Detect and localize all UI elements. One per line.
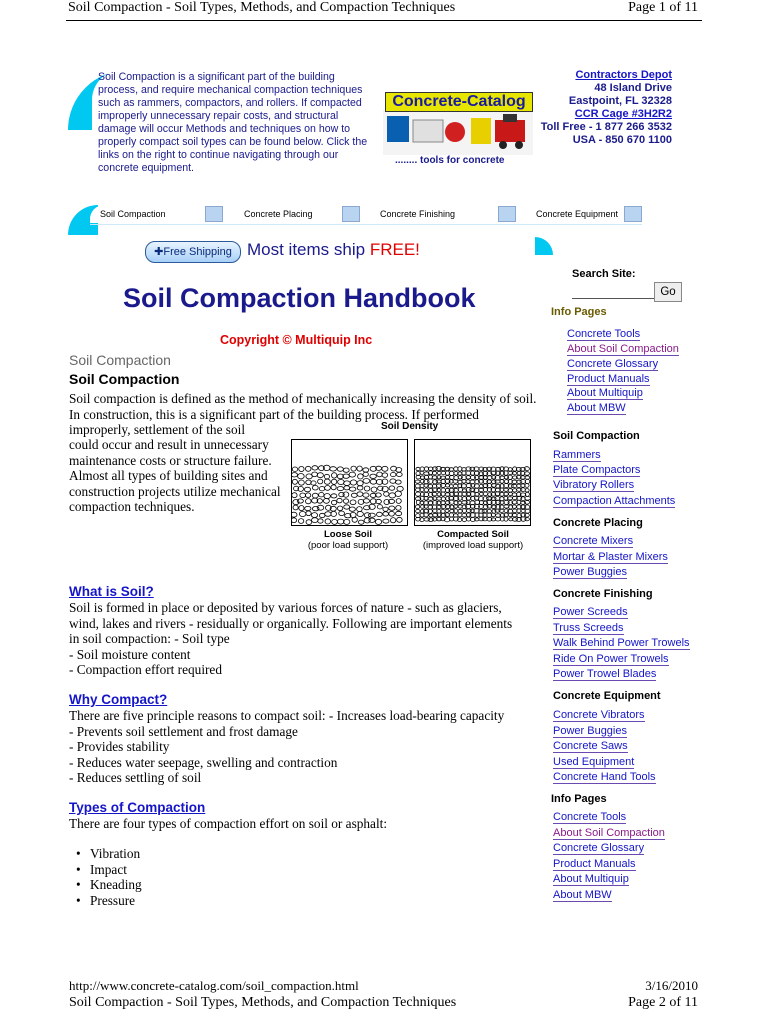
free-shipping-button[interactable]	[145, 241, 241, 263]
types-list	[90, 846, 142, 908]
loose-soil-sublabel: (poor load support)	[307, 540, 389, 551]
loose-soil-figure	[291, 439, 408, 526]
list-item: • Impact	[90, 862, 142, 878]
text-line: - Provides stability	[69, 739, 170, 754]
what-is-soil-heading[interactable]: What is Soil?	[69, 584, 154, 599]
text-line: - Compaction effort required	[69, 662, 222, 677]
print-footer-url: http://www.concrete-catalog.com/soil_compaction.html	[69, 978, 359, 993]
sidebar-item-product-manuals[interactable]: Product Manuals	[567, 373, 650, 385]
print-header-page: Page 1 of 11	[628, 0, 698, 15]
menu-arrow-icon[interactable]	[624, 206, 642, 222]
free-shipping-free: FREE!	[369, 240, 420, 259]
types-intro: There are four types of compaction effort on soil or asphalt:	[69, 816, 388, 831]
contact-tollfree: Toll Free - 1 877 266 3532	[540, 121, 672, 133]
text-line: - Reduces settling of soil	[69, 770, 202, 785]
sidebar-item-about-mbw[interactable]: About MBW	[567, 402, 626, 414]
menu-concrete-placing[interactable]: Concrete Placing	[244, 209, 313, 219]
sidebar-item-concrete-mixers[interactable]: Concrete Mixers	[553, 535, 634, 547]
contact-street: 48 Island Drive	[594, 82, 672, 94]
copyright: Copyright © Multiquip Inc	[220, 333, 373, 347]
intro-paragraph-continued: could occur and result in unnecessary maintenance costs or structure failure. Almost all types of building sites and construction projects utilize mechanical compaction techniques.	[69, 437, 281, 514]
menu-soil-compaction[interactable]: Soil Compaction	[100, 209, 166, 219]
list-item: • Kneading	[90, 877, 142, 893]
search-label: Search Site:	[572, 268, 636, 280]
menu-arrow-icon[interactable]	[205, 206, 223, 222]
section-heading: Soil Compaction	[69, 371, 180, 387]
sidebar-item-concrete-tools[interactable]: Concrete Tools	[553, 811, 627, 823]
sidebar-heading-concrete-finishing: Concrete Finishing	[553, 588, 653, 600]
intro-paragraph: Soil compaction is defined as the method of mechanically increasing the density of soil. In construction, this is a significant part of the building process. If performed improperly, settlement of the soil	[69, 391, 537, 437]
compacted-soil-label: Compacted Soil	[437, 529, 509, 540]
text-line: - Reduces water seepage, swelling and contraction	[69, 754, 338, 770]
free-shipping-text: Most items ship	[247, 240, 370, 259]
sidebar-item-walk-behind-power-trowels[interactable]: Walk Behind Power Trowels	[553, 637, 690, 649]
menu-concrete-equipment[interactable]: Concrete Equipment	[536, 209, 619, 219]
sidebar-heading-concrete-placing: Concrete Placing	[553, 517, 643, 529]
sidebar-item-power-buggies[interactable]: Power Buggies	[553, 725, 627, 737]
breadcrumb: Soil Compaction	[69, 352, 171, 368]
contact-name-link[interactable]: Contractors Depot	[575, 69, 672, 81]
free-shipping-banner	[247, 240, 420, 260]
print-footer-title: Soil Compaction - Soil Types, Methods, and Compaction Techniques	[69, 995, 457, 1010]
print-header-title: Soil Compaction - Soil Types, Methods, and Compaction Techniques	[68, 0, 456, 15]
logo-tagline: ........ tools for concrete	[395, 155, 505, 166]
menu-arrow-icon[interactable]	[498, 206, 516, 222]
sidebar-item-concrete-saws[interactable]: Concrete Saws	[553, 740, 628, 752]
sidebar-heading-soil-compaction: Soil Compaction	[553, 430, 640, 442]
sidebar-item-mortar-plaster-mixers[interactable]: Mortar & Plaster Mixers	[553, 551, 668, 563]
sidebar-item-power-buggies[interactable]: Power Buggies	[553, 566, 627, 578]
types-heading[interactable]: Types of Compaction	[69, 800, 206, 815]
sidebar-item-plate-compactors[interactable]: Plate Compactors	[553, 464, 641, 476]
list-item: • Vibration	[90, 846, 142, 862]
what-is-soil-text	[69, 600, 539, 678]
why-compact-heading[interactable]: Why Compact?	[69, 692, 168, 707]
compacted-soil-figure	[414, 439, 531, 526]
sidebar-item-vibratory-rollers[interactable]: Vibratory Rollers	[553, 479, 635, 491]
contact-usa-phone: USA - 850 670 1100	[572, 134, 672, 146]
text-line: in soil compaction: - Soil type	[69, 631, 230, 646]
contact-cage-link[interactable]: CCR Cage #3H2R2	[574, 108, 672, 120]
sidebar-item-ride-on-power-trowels[interactable]: Ride On Power Trowels	[553, 653, 669, 665]
text-line: wind, lakes and rivers - residually or organically. Following are important elements	[69, 615, 513, 631]
sidebar-item-truss-screeds[interactable]: Truss Screeds	[553, 622, 624, 634]
compacted-soil-sublabel: (improved load support)	[422, 540, 524, 551]
why-compact-text	[69, 708, 539, 786]
intro-text: Soil Compaction is a significant part of the building process, and require mechanical compaction techniques such as rammers, compactors, and rollers. If compacted improperly unnecessary repair costs, and structural damage will occur Methods and techniques on how to properly compact soil types can be found below. Click the links on the right to continue navigating through our concrete equipment.	[98, 71, 368, 174]
sidebar-item-about-multiquip[interactable]: About Multiquip	[567, 387, 643, 399]
sidebar-item-product-manuals[interactable]: Product Manuals	[553, 858, 636, 870]
contact-block	[541, 69, 672, 147]
menu-concrete-finishing[interactable]: Concrete Finishing	[380, 209, 456, 219]
sidebar-item-about-multiquip[interactable]: About Multiquip	[553, 873, 629, 885]
header-rule	[66, 20, 702, 21]
sidebar-heading-info-pages-2: Info Pages	[551, 793, 607, 805]
page-title: Soil Compaction Handbook	[123, 283, 476, 313]
figure-title: Soil Density	[381, 421, 439, 432]
text-line: - Soil moisture content	[69, 646, 191, 662]
go-button[interactable]: Go	[654, 282, 682, 302]
sidebar-item-compaction-attachments[interactable]: Compaction Attachments	[553, 495, 676, 507]
sidebar-item-power-screeds[interactable]: Power Screeds	[553, 606, 628, 618]
sidebar-item-concrete-hand-tools[interactable]: Concrete Hand Tools	[553, 771, 656, 783]
contact-city: Eastpoint, FL 32328	[568, 95, 672, 107]
corner-decoration	[535, 237, 553, 255]
text-line: - Prevents soil settlement and frost damage	[69, 723, 298, 739]
sidebar-item-concrete-tools[interactable]: Concrete Tools	[567, 328, 641, 340]
logo-title: Concrete-Catalog	[385, 92, 533, 112]
sidebar-item-about-soil-compaction[interactable]: About Soil Compaction	[567, 343, 679, 355]
text-line: There are five principle reasons to compact soil: - Increases load-bearing capacity	[69, 708, 505, 723]
sidebar-heading-concrete-equipment: Concrete Equipment	[553, 690, 661, 702]
sidebar-item-about-soil-compaction[interactable]: About Soil Compaction	[553, 827, 665, 839]
sidebar-item-power-trowel-blades[interactable]: Power Trowel Blades	[553, 668, 657, 680]
sidebar-item-concrete-glossary[interactable]: Concrete Glossary	[567, 358, 659, 370]
sidebar-heading-info-pages: Info Pages	[551, 306, 607, 318]
sidebar-item-used-equipment[interactable]: Used Equipment	[553, 756, 635, 768]
print-footer-date: 3/16/2010	[645, 978, 698, 993]
plus-icon: ✚	[154, 246, 164, 258]
list-item: • Pressure	[90, 893, 142, 909]
sidebar-item-rammers[interactable]: Rammers	[553, 449, 601, 461]
menu-arrow-icon[interactable]	[342, 206, 360, 222]
free-shipping-label: Free Shipping	[163, 246, 232, 258]
loose-soil-label: Loose Soil	[323, 529, 373, 540]
text-line: Soil is formed in place or deposited by various forces of nature - such as glaciers,	[69, 600, 502, 615]
search-input[interactable]	[572, 298, 654, 299]
print-footer-page: Page 2 of 11	[628, 995, 698, 1010]
sidebar-item-concrete-glossary[interactable]: Concrete Glossary	[553, 842, 645, 854]
sidebar-item-concrete-vibrators[interactable]: Concrete Vibrators	[553, 709, 645, 721]
menu-rule	[90, 224, 642, 225]
sidebar-item-about-mbw[interactable]: About MBW	[553, 889, 612, 901]
